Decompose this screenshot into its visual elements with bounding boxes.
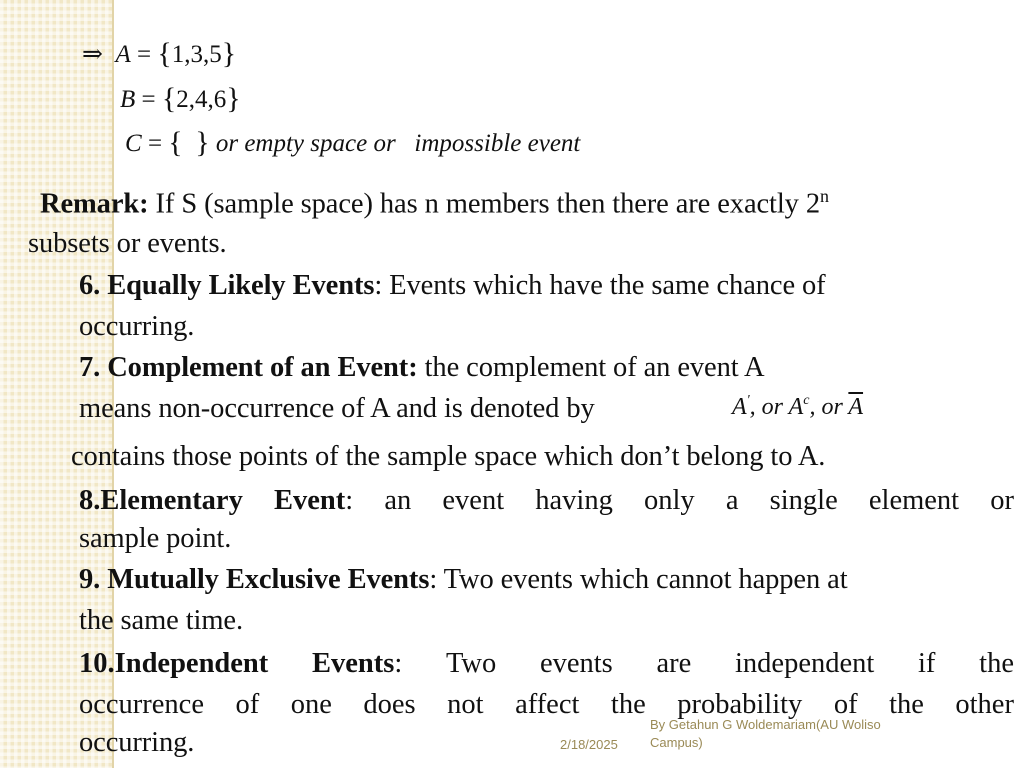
set-a-elements: 1,3,5 bbox=[171, 41, 222, 68]
item10-word: does bbox=[363, 689, 416, 720]
item7-line2: means non-occurrence of A and is denoted by bbox=[79, 393, 595, 424]
equation-b: B = {2,4,6} bbox=[120, 82, 241, 115]
set-b-elements: 2,4,6 bbox=[176, 86, 227, 113]
notation-or2: , or bbox=[809, 394, 849, 420]
item9-line1 bbox=[79, 560, 848, 600]
item7-text: the complement of an event A bbox=[417, 352, 765, 383]
item9-heading: 9. Mutually Exclusive Events bbox=[79, 564, 430, 595]
item10-word: are bbox=[656, 648, 692, 679]
item8-line2: sample point. bbox=[79, 523, 232, 554]
item8-word: a bbox=[725, 485, 739, 516]
item9-line2: the same time. bbox=[79, 605, 244, 636]
remark-line1 bbox=[40, 184, 829, 224]
set-c-description: or empty space or impossible event bbox=[215, 130, 581, 157]
item8-word: only bbox=[644, 485, 695, 516]
notation-or1: , or A bbox=[749, 394, 804, 420]
remark-line2: subsets or events. bbox=[28, 228, 227, 259]
item10-heading-word2: Events: bbox=[311, 648, 403, 679]
item6-line2: occurring. bbox=[79, 311, 195, 342]
item8-word: single bbox=[769, 485, 838, 516]
item10-word: events bbox=[539, 648, 613, 679]
notation-prime: ' bbox=[746, 393, 750, 408]
item6-text: : Events which have the same chance of bbox=[374, 270, 826, 301]
notation-c: c bbox=[803, 393, 810, 408]
set-c-symbol: C bbox=[125, 130, 142, 157]
footer-date: 2/18/2025 bbox=[560, 737, 618, 752]
item10-word: one bbox=[290, 689, 332, 720]
item8-word: event bbox=[442, 485, 505, 516]
item8-word: having bbox=[535, 485, 613, 516]
item8-word: element bbox=[868, 485, 960, 516]
item10-word: the bbox=[889, 689, 924, 720]
item8-word: an bbox=[384, 485, 412, 516]
notation-a1: A bbox=[732, 394, 747, 420]
item10-word: Two bbox=[445, 648, 497, 679]
item6-line1 bbox=[79, 266, 826, 306]
footer-author-line1: By Getahun G Woldemariam(AU Woliso bbox=[650, 717, 881, 732]
item10-word: other bbox=[955, 689, 1014, 720]
remark-sup: n bbox=[820, 186, 829, 206]
footer-author-line2: Campus) bbox=[650, 734, 703, 750]
item10-word: of bbox=[833, 689, 858, 720]
item8-word: or bbox=[990, 485, 1014, 516]
equation-a: ⇒ A = {1,3,5} bbox=[82, 37, 237, 70]
item10-word: the bbox=[979, 648, 1014, 679]
item9-text: : Two events which cannot happen at bbox=[429, 564, 848, 595]
item7-line1 bbox=[79, 348, 765, 388]
item10-word: independent bbox=[735, 648, 875, 679]
set-a-symbol: A bbox=[115, 41, 131, 68]
item10-word: probability bbox=[677, 689, 803, 720]
complement-notation bbox=[732, 393, 863, 421]
item8-heading-word1: 8.Elementary bbox=[79, 485, 243, 516]
footer-author bbox=[650, 716, 881, 751]
item10-word: of bbox=[235, 689, 260, 720]
item10-word: affect bbox=[515, 689, 580, 720]
set-b-symbol: B bbox=[120, 86, 136, 113]
implies-arrow: ⇒ bbox=[82, 41, 103, 68]
item6-heading: 6. Equally Likely Events bbox=[79, 270, 375, 301]
item7-heading: 7. Complement of an Event: bbox=[79, 352, 418, 383]
item8-heading-word2: Event: bbox=[274, 485, 354, 516]
item10-word: the bbox=[610, 689, 646, 720]
equation-c: C = { } or empty space or impossible event bbox=[125, 126, 581, 159]
item7-line3: contains those points of the sample space which don’t belong to A. bbox=[71, 441, 826, 472]
item10-word: not bbox=[447, 689, 484, 720]
item10-line1 bbox=[79, 648, 1014, 680]
remark-label: Remark: bbox=[40, 188, 149, 220]
item10-word: if bbox=[918, 648, 936, 679]
notation-abar: $\overline{A}$ bbox=[848, 394, 864, 420]
item10-word: occurrence bbox=[79, 689, 204, 720]
remark-text: If S (sample space) has n members then there are exactly 2 bbox=[148, 188, 821, 220]
item8-line1 bbox=[79, 485, 1014, 517]
item10-heading: 10.Independent bbox=[79, 648, 269, 679]
item10-line3: occurring. bbox=[79, 727, 195, 758]
